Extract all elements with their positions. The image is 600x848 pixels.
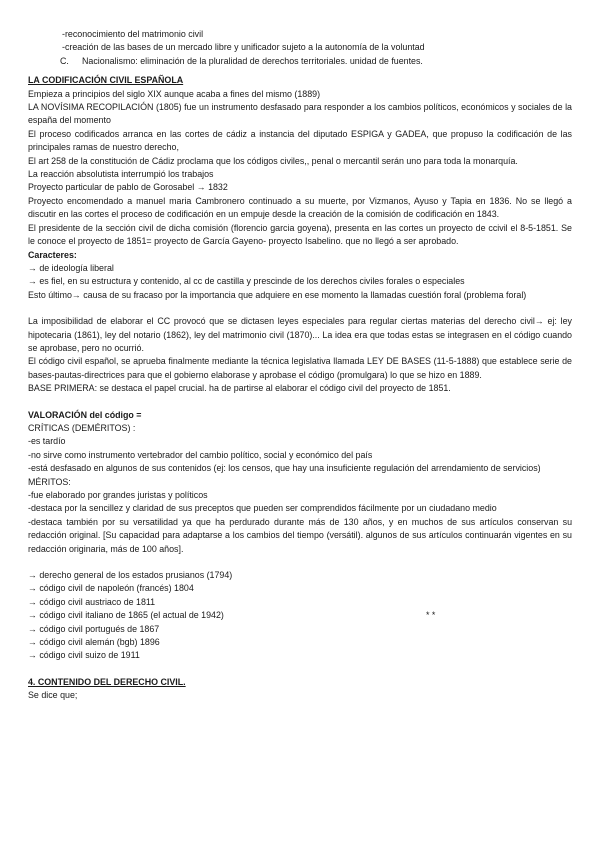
list-text-c: Nacionalismo: eliminación de la pluralidad de derechos territoriales. unidad de fuentes.	[82, 55, 423, 66]
codigo-item: → código civil alemán (bgb) 1896	[28, 637, 160, 648]
list-item-mercado: -creación de las bases de un mercado libre y unificador sujeto a la autonomía de la voluntad	[62, 42, 425, 53]
codigo-item: → código civil de napoleón (francés) 1804	[28, 583, 194, 594]
codigo-item: → código civil austriaco de 1811	[28, 596, 156, 607]
paragraph: Empieza a principios del siglo XIX aunque acaba a fines del mismo (1889)	[28, 88, 321, 99]
list-item: -fue elaborado por grandes juristas y políticos	[28, 490, 208, 500]
side-mark: * *	[426, 610, 436, 621]
codigo-item: → código civil portugués de 1867	[28, 623, 160, 634]
section-heading-valoracion: VALORACIÓN del código =	[28, 409, 142, 420]
list-item: -destaca también por su versatilidad ya que ha perdurado durante más de 130 años, y en muchos de sus artículos conservan su redacción original. [Su capacidad para adaptarse a los cambios del tiempo (versátil). algunos de sus artículos continuarán vigentes en su redacción originaria, más de 100 años].	[28, 516, 572, 554]
section-heading-contenido: 4. CONTENIDO DEL DERECHO CIVIL.	[28, 676, 186, 687]
codigo-item: → código civil italiano de 1865 (el actual de 1942)	[28, 610, 224, 621]
list-item-nacionalismo	[28, 55, 572, 68]
section-heading-codificacion: LA CODIFICACIÓN CIVIL ESPAÑOLA	[28, 75, 184, 86]
list-item: -es tardío	[28, 436, 66, 447]
list-item-matrimonio: -reconocimiento del matrimonio civil	[62, 29, 204, 39]
list-item: -destaca por la sencillez y claridad de sus preceptos que pueden ser comprendidos fácilmente por un ciudadano medio	[28, 503, 497, 514]
paragraph: Esto último→ causa de su fracaso por la importancia que adquiere en ese momento la llamadas cuestión foral (problema foral)	[28, 289, 527, 300]
list-item: -está desfasado en algunos de sus contenidos (ej: los censos, que hay una insuficiente regulación del arrendamiento de servicios)	[28, 463, 541, 474]
paragraph: Proyecto particular de pablo de Gorosabel → 1832	[28, 182, 228, 193]
paragraph: BASE PRIMERA: se destaca el papel crucial. ha de partirse al elaborar el código civil del proyecto de 1851.	[28, 383, 451, 394]
paragraph: Proyecto encomendado a manuel maria Cambronero continuado a su muerte, por Vizmanos, Ayuso y Tapia en 1836. No se llegó a discutir en las cortes el proceso de codificación en un empuje desde la creación de la comisión de codificación en 1843.	[28, 195, 572, 220]
paragraph: Se dice que;	[28, 690, 78, 701]
list-label-c: C.	[60, 55, 69, 66]
codigo-item-row	[28, 609, 572, 622]
paragraph: El proceso codificados arranca en las cortes de cádiz a instancia del diputado ESPIGA y GADEA, que propuso la codificación de las principales ramas de nuestro derecho,	[28, 128, 572, 153]
paragraph: La reacción absolutista interrumpió los trabajos	[28, 169, 214, 180]
paragraph: El art 258 de la constitución de Cádiz proclama que los códigos civiles,, penal o mercantil serán uno para toda la monarquía.	[28, 155, 518, 166]
meritos-heading: MÉRITOS:	[28, 476, 71, 487]
paragraph: El presidente de la sección civil de dicha comisión (florencio garcia goyena), presenta en las cortes un proyecto de ccivil el 8-5-1851. Se le conoce el proyecto de 1851= proyecto de García Gayeno- proyecto Isabelino. que no llegó a ser aprobado.	[28, 222, 572, 247]
caracteres-heading: Caracteres:	[28, 249, 77, 260]
codigo-item: → derecho general de los estados prusianos (1794)	[28, 570, 233, 581]
paragraph: La imposibilidad de elaborar el CC provocó que se dictasen leyes especiales para regular ciertas materias del derecho civil→ ej: ley hipotecaria (1861), ley del notario (1862), ley del matrimonio civil (1870)... La idea era que todas estas se integrasen en el código cuando se aprobase, pero no ocurrió.	[28, 316, 572, 353]
list-item: -no sirve como instrumento vertebrador del cambio político, social y económico del país	[28, 449, 373, 460]
paragraph: El código civil español, se aprueba finalmente mediante la técnica legislativa llamada LEY DE BASES (11-5-1888) que establece serie de bases-pautas-directrices para que el gobierno elaborase y aprobase el código (promulgara) lo que se hizo en 1889.	[28, 356, 572, 380]
paragraph: LA NOVÍSIMA RECOPILACIÓN (1805) fue un instrumento desfasado para responder a los cambios políticos, económicos y sociales de la españa del momento	[28, 102, 572, 126]
list-item: → de ideología liberal	[28, 262, 114, 273]
criticas-heading: CRÍTICAS (DEMÉRITOS) :	[28, 422, 136, 433]
list-item: → es fiel, en su estructura y contenido, al cc de castilla y prescinde de los derechos civiles forales o especiales	[28, 276, 465, 287]
codigo-item: → código civil suizo de 1911	[28, 650, 140, 661]
